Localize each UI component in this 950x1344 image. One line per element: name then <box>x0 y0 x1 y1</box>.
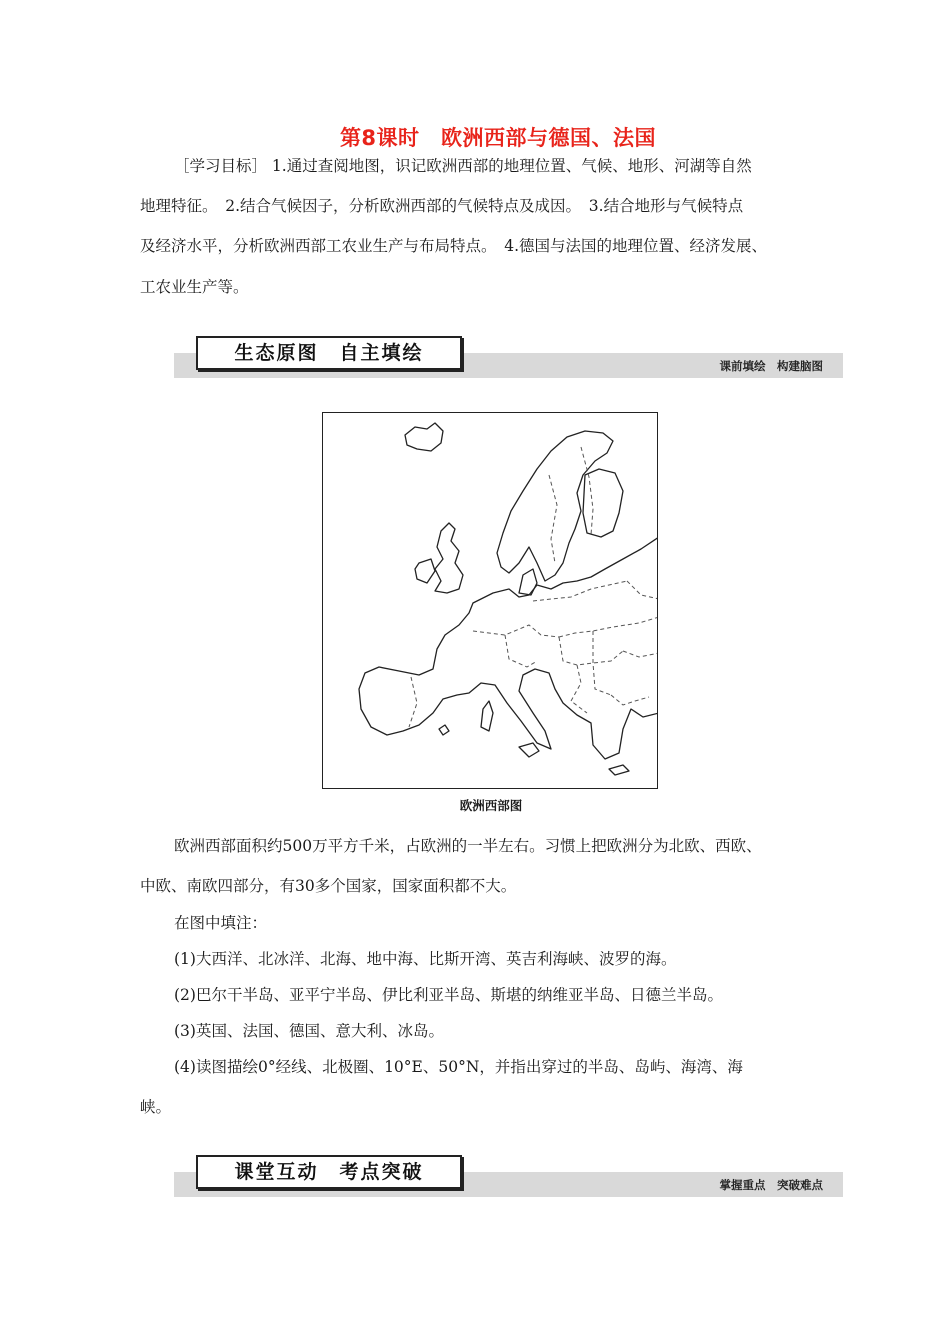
border-line <box>623 651 658 657</box>
intro-line-2: 中欧、南欧四部分，有30多个国家，国家面积都不大。 <box>140 877 517 895</box>
section-subtitle-1: 课前填绘 构建脑图 <box>719 359 823 373</box>
iceland-shape <box>405 423 443 451</box>
border-line <box>611 695 649 705</box>
section-banner-1 <box>174 342 843 378</box>
balearic-shape <box>439 725 449 735</box>
border-line <box>627 581 658 599</box>
section-banner-2 <box>174 1161 843 1197</box>
europe-outline-map <box>323 413 658 789</box>
map-caption: 欧洲西部图 <box>459 798 523 813</box>
section-title-1: 生态原图 自主填绘 <box>196 336 462 370</box>
border-line <box>559 637 623 665</box>
finland-shape <box>583 469 623 537</box>
instruction-item-2: (2)巴尔干半岛、亚平宁半岛、伊比利亚半岛、斯堪的纳维亚半岛、日德兰半岛。 <box>174 986 723 1004</box>
objectives-line-2: 地理特征。 2.结合气候因子，分析欧洲西部的气候特点及成因。 3.结合地形与气候特点 <box>140 197 744 215</box>
border-line <box>533 581 627 601</box>
section-subtitle-2: 掌握重点 突破难点 <box>719 1178 823 1192</box>
instruction-item-3: (3)英国、法国、德国、意大利、冰岛。 <box>174 1022 444 1040</box>
objectives-line-1: ［学习目标］ 1.通过查阅地图，识记欧洲西部的地理位置、气候、地形、河湖等自然 <box>174 157 752 175</box>
instruction-item-4: (4)读图描绘0°经线、北极圈、10°E、50°N，并指出穿过的半岛、岛屿、海湾、海 <box>174 1058 743 1076</box>
europe-map <box>322 412 658 789</box>
border-line <box>571 665 587 713</box>
instruction-item-1: (1)大西洋、北冰洋、北海、地中海、比斯开湾、英吉利海峡、波罗的海。 <box>174 950 677 968</box>
crete-shape <box>609 765 629 775</box>
instructions-heading: 在图中填注： <box>174 914 268 932</box>
border-line <box>581 447 593 535</box>
objectives-line-3: 及经济水平，分析欧洲西部工农业生产与布局特点。 4.德国与法国的地理位置、经济发展、 <box>140 237 768 255</box>
scandinavia-shape <box>497 431 613 581</box>
border-line <box>505 635 537 667</box>
border-line <box>559 617 658 637</box>
mainland-europe-shape <box>359 537 658 759</box>
instruction-item-4-cont: 峡。 <box>140 1098 172 1116</box>
section-title-2: 课堂互动 考点突破 <box>196 1155 462 1189</box>
jutland-shape <box>519 569 537 595</box>
border-line <box>473 625 559 637</box>
intro-line-1: 欧洲西部面积约500万平方千米，占欧洲的一半左右。习惯上把欧洲分为北欧、西欧、 <box>174 837 762 855</box>
objectives-line-4: 工农业生产等。 <box>140 278 249 296</box>
border-line <box>409 677 417 727</box>
border-line <box>549 475 557 563</box>
corsica-sardinia-shape <box>481 701 493 731</box>
great-britain-shape <box>435 523 463 593</box>
page-title: 第8课时 欧洲西部与德国、法国 <box>339 126 657 150</box>
ireland-shape <box>415 559 435 583</box>
sicily-shape <box>519 743 539 757</box>
